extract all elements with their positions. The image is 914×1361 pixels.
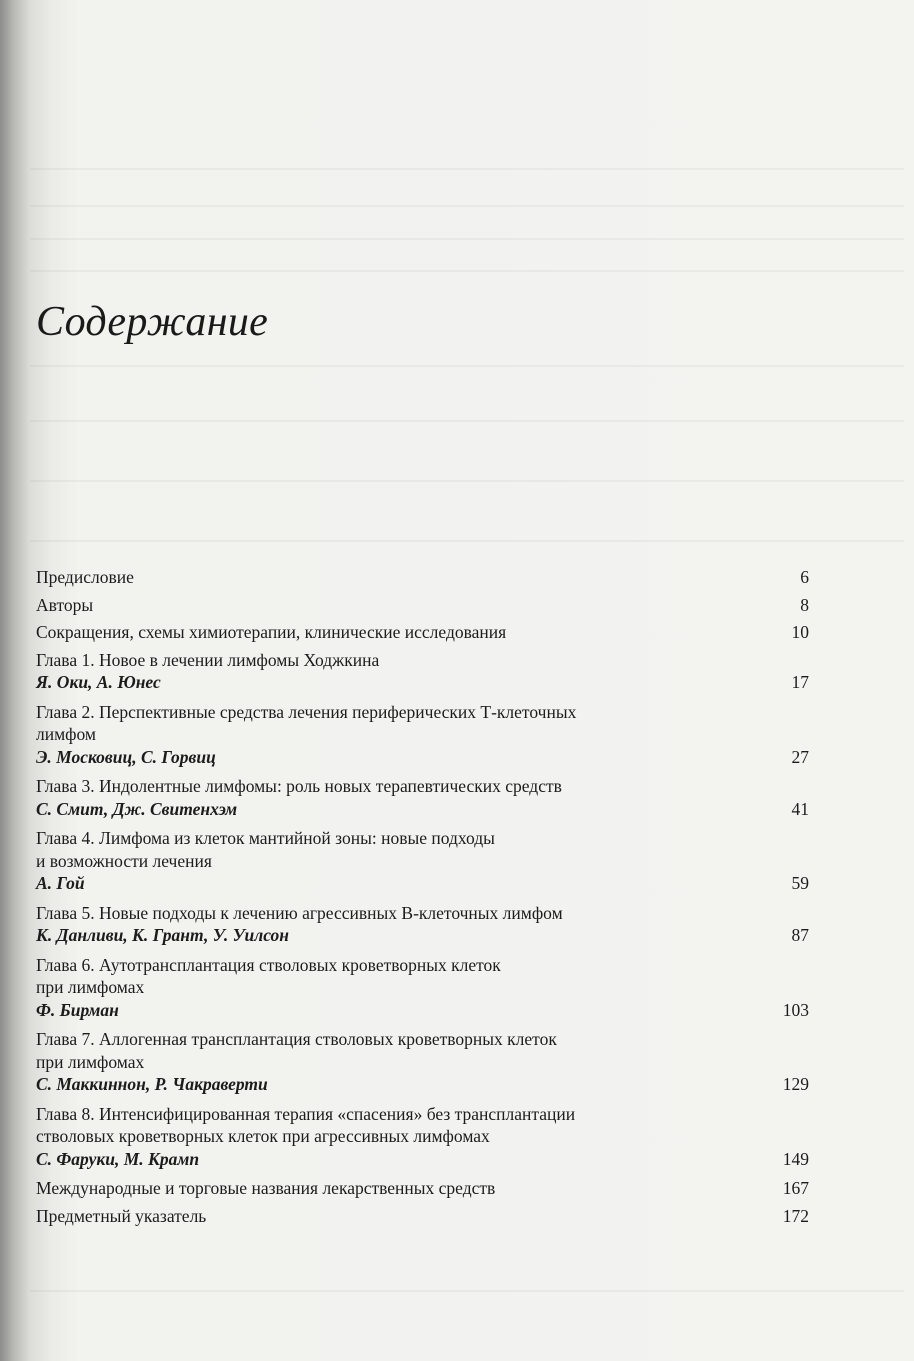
toc-chapter-title-line: лимфом bbox=[36, 724, 97, 744]
bleed-through-line bbox=[30, 270, 904, 272]
bleed-through-line bbox=[30, 480, 904, 482]
page-title: Содержание bbox=[36, 299, 269, 345]
toc-chapter-title-line: Глава 2. Перспективные средства лечения периферических Т-клеточных bbox=[36, 701, 577, 722]
toc-chapter-title-line: Глава 4. Лимфома из клеток мантийной зоны: новые подходы bbox=[36, 828, 495, 848]
toc-entry[interactable] bbox=[36, 1177, 809, 1200]
toc-chapter-entry[interactable] bbox=[36, 902, 809, 947]
bleed-through-line bbox=[30, 420, 904, 422]
toc-chapter-authors: Я. Оки, А. Юнес bbox=[36, 672, 161, 692]
bleed-through-line bbox=[30, 1290, 904, 1292]
toc-chapter-entry[interactable] bbox=[36, 1028, 809, 1096]
toc-chapter-entry[interactable] bbox=[36, 1103, 809, 1171]
toc-chapter-title-line: Глава 7. Аллогенная трансплантация стволовых кроветворных клеток bbox=[36, 1029, 557, 1049]
toc-chapter-title-line: при лимфомах bbox=[36, 1051, 145, 1072]
toc-chapter-title-line: Глава 3. Индолентные лимфомы: роль новых терапевтических средств bbox=[36, 776, 562, 796]
toc-page-number: 129 bbox=[782, 1074, 809, 1094]
toc-chapter-entry[interactable] bbox=[36, 775, 809, 820]
toc-page-number: 59 bbox=[791, 873, 809, 893]
toc-entry-title: Сокращения, схемы химиотерапии, клинические исследования bbox=[36, 622, 507, 642]
toc-entry-title: Авторы bbox=[36, 594, 94, 615]
toc-page-number: 87 bbox=[791, 925, 809, 945]
bleed-through-line bbox=[30, 168, 904, 170]
toc-entry[interactable] bbox=[36, 621, 809, 644]
toc-entry-title: Предметный указатель bbox=[36, 1205, 207, 1226]
toc-page-number: 27 bbox=[791, 746, 809, 767]
toc-chapter-authors: Э. Московиц, С. Горвиц bbox=[36, 746, 216, 767]
bleed-through-line bbox=[30, 205, 904, 207]
toc-page-number: 17 bbox=[791, 672, 809, 692]
toc-chapter-authors: С. Фаруки, М. Крамп bbox=[36, 1148, 200, 1169]
toc-page-number: 41 bbox=[791, 798, 809, 819]
toc-entry[interactable] bbox=[36, 1205, 809, 1228]
toc-chapter-entry[interactable] bbox=[36, 954, 809, 1022]
toc-chapter-entry[interactable] bbox=[36, 701, 809, 769]
toc-chapter-title-line: Глава 8. Интенсифицированная терапия «спасения» без трансплантации bbox=[36, 1103, 576, 1124]
toc-chapter-title-line: стволовых кроветворных клеток при агрессивных лимфомах bbox=[36, 1126, 490, 1146]
toc-entry[interactable] bbox=[36, 594, 809, 617]
toc-chapter-title-line: Глава 1. Новое в лечении лимфомы Ходжкина bbox=[36, 649, 380, 670]
bleed-through-line bbox=[30, 238, 904, 240]
toc-chapter-authors: А. Гой bbox=[36, 873, 85, 893]
bleed-through-line bbox=[30, 365, 904, 367]
toc-chapter-title-line: Глава 6. Аутотрансплантация стволовых кроветворных клеток bbox=[36, 954, 501, 975]
toc-entry-title: Международные и торговые названия лекарственных средств bbox=[36, 1178, 496, 1198]
toc-page-number: 103 bbox=[782, 999, 809, 1020]
toc-page-number: 10 bbox=[791, 622, 809, 642]
toc-chapter-entry[interactable] bbox=[36, 827, 809, 895]
toc-chapter-authors: Ф. Бирман bbox=[36, 999, 119, 1020]
table-of-contents bbox=[36, 566, 809, 1232]
toc-entry-title: Предисловие bbox=[36, 567, 134, 587]
toc-chapter-title-line: и возможности лечения bbox=[36, 850, 212, 871]
toc-chapter-entry[interactable] bbox=[36, 649, 809, 694]
toc-chapter-authors: С. Смит, Дж. Свитенхэм bbox=[36, 798, 238, 819]
toc-chapter-authors: С. Маккиннон, Р. Чакраверти bbox=[36, 1074, 268, 1094]
toc-entry[interactable] bbox=[36, 566, 809, 589]
toc-chapter-authors: К. Данливи, К. Грант, У. Уилсон bbox=[36, 925, 290, 945]
toc-page-number: 167 bbox=[782, 1178, 809, 1198]
toc-page-number: 149 bbox=[782, 1148, 809, 1169]
toc-chapter-title-line: Глава 5. Новые подходы к лечению агрессивных В-клеточных лимфом bbox=[36, 902, 563, 923]
bleed-through-line bbox=[30, 540, 904, 542]
toc-chapter-title-line: при лимфомах bbox=[36, 977, 145, 997]
toc-page-number: 172 bbox=[782, 1205, 809, 1226]
toc-page-number: 8 bbox=[800, 594, 809, 615]
toc-page-number: 6 bbox=[800, 567, 809, 587]
